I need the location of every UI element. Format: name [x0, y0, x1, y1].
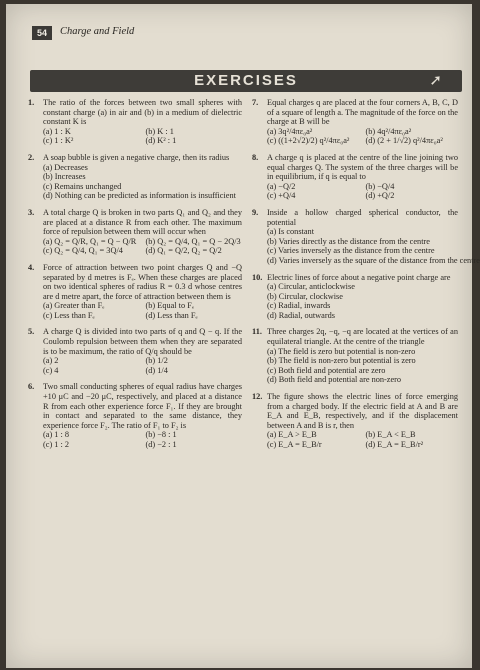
option-list	[267, 127, 458, 146]
answer-option: (a) Greater than Fₑ	[43, 301, 105, 311]
option-list	[267, 282, 458, 320]
question-item	[28, 382, 242, 449]
question-item	[252, 273, 458, 321]
answer-option: (b) Circular, clockwise	[267, 291, 343, 301]
option-list	[267, 430, 458, 449]
answer-option: (d) (2 + 1/√2) q²/4πε₀a²	[365, 136, 443, 146]
exercises-title: EXERCISES	[194, 72, 298, 89]
answer-option: (d) Varies inversely as the square of the distance from the centre	[267, 255, 480, 265]
answer-option: (c) E_A = E_B/r	[267, 440, 322, 449]
answer-option: (b) Equal to Fₑ	[145, 301, 194, 311]
option-list	[43, 163, 242, 201]
question-text: The ratio of the forces between two small spheres with constant charge (a) in air and (b) in a medium of dielectric constant K is	[43, 98, 242, 127]
question-item	[28, 327, 242, 375]
question-item	[28, 98, 242, 146]
answer-option: (d) Q₁ = Q/2, Q₂ = Q/2	[145, 246, 222, 256]
question-text: Force of attraction between two point charges Q and −Q separated by d metres is Fₑ. When these charges are placed on two identical spheres of radius R = 0.3 d whose centres are d metre apart, the force of attraction between them is	[43, 262, 242, 301]
answer-option: (c) +Q/4	[267, 191, 296, 201]
page-header	[32, 24, 452, 44]
answer-option: (d) 1/4	[145, 365, 168, 375]
answer-option: (b) −8 : 1	[145, 430, 177, 440]
question-text: Electric lines of force about a negative point charge are	[267, 272, 451, 282]
answer-option: (c) 1 : 2	[43, 440, 70, 449]
answer-option: (d) K² : 1	[145, 136, 177, 146]
question-text: A soap bubble is given a negative charge, then its radius	[43, 152, 230, 162]
answer-option: (b) Increases	[43, 172, 86, 182]
option-list	[43, 127, 242, 146]
question-number: 1.	[28, 98, 35, 107]
question-number: 5.	[28, 327, 35, 337]
answer-option: (d) −2 : 1	[145, 440, 177, 449]
question-text: A charge Q is divided into two parts of q and Q − q. If the Coulomb repulsion between them when they are separated is to be maximum, the ratio of Q/q should be	[43, 327, 242, 356]
answer-option: (a) Is constant	[267, 227, 314, 237]
question-number: 2.	[28, 152, 35, 162]
answer-option: (b) The field is non-zero but potential is zero	[267, 356, 416, 366]
answer-option: (a) Circular, anticlockwise	[267, 282, 355, 292]
question-text: Three charges 2q, −q, −q are located at the vertices of an equilateral triangle. At the centre of the triangle	[267, 327, 458, 347]
question-number: 6.	[28, 382, 35, 392]
answer-option: (b) E_A < E_B	[365, 430, 416, 440]
answer-option: (c) Remains unchanged	[43, 181, 122, 191]
exercises-banner	[30, 70, 462, 92]
answer-option: (a) 1 : 8	[43, 430, 70, 440]
answer-option: (c) Radial, inwards	[267, 301, 331, 311]
answer-option: (a) Decreases	[43, 162, 88, 172]
answer-option: (c) 1 : K²	[43, 136, 74, 146]
question-item	[252, 98, 458, 146]
question-item	[28, 208, 242, 256]
question-item	[252, 207, 480, 266]
answer-option: (b) Varies directly as the distance from the centre	[267, 236, 430, 246]
question-item	[252, 153, 458, 201]
answer-option: (a) E_A > E_B	[267, 430, 317, 440]
option-list	[267, 182, 458, 201]
question-text: Inside a hollow charged spherical conductor, the potential	[267, 207, 458, 227]
answer-option: (d) +Q/2	[365, 191, 395, 201]
question-item	[252, 392, 458, 450]
question-item	[252, 327, 458, 385]
answer-option: (a) −Q/2	[267, 181, 296, 191]
question-text: A charge q is placed at the centre of the line joining two equal charges Q. The system of the three charges will be in equilibrium, if q is equal to	[267, 152, 458, 182]
answer-option: (c) Both field and potential are zero	[267, 365, 386, 375]
answer-option: (c) ((1+2√2)/2) q²/4πε₀a²	[267, 136, 350, 146]
answer-option: (a) Q₂ = Q/R, Q₁ = Q − Q/R	[43, 236, 137, 246]
answer-option: (d) Nothing can be predicted as information is insufficient	[43, 191, 236, 201]
question-number: 8.	[252, 152, 259, 162]
pointer-arrow-icon: ➚	[429, 71, 442, 89]
question-number: 7.	[252, 98, 259, 107]
option-list	[43, 356, 242, 375]
answer-option: (d) Radial, outwards	[267, 310, 335, 320]
answer-option: (c) Q₂ = Q/4, Q₁ = 3Q/4	[43, 246, 123, 256]
answer-option: (b) 1/2	[145, 356, 168, 366]
question-text: Equal charges q are placed at the four corners A, B, C, D of a square of length a. The magnitude of the force on the charge at B will be	[267, 98, 458, 127]
answer-option: (c) Varies inversely as the distance from the centre	[267, 246, 435, 256]
answer-option: (a) 2	[43, 356, 59, 366]
answer-option: (b) 4q²/4πε₀a²	[365, 126, 412, 136]
question-number: 4.	[28, 262, 35, 272]
option-list	[267, 227, 480, 265]
chapter-title: Charge and Field	[60, 26, 135, 37]
answer-option: (d) Both field and potential are non-zero	[267, 375, 402, 385]
option-list	[267, 347, 458, 385]
option-list	[43, 430, 242, 449]
answer-option: (b) −Q/4	[365, 181, 395, 191]
answer-option: (c) 4	[43, 365, 59, 375]
question-number: 12.	[252, 392, 263, 402]
question-text: The figure shows the electric lines of force emerging from a charged body. If the electric field at A and B are E_A and E_B, respectively, and if the displacement between A and B is r, then	[267, 392, 458, 430]
answer-option: (a) The field is zero but potential is non-zero	[267, 346, 416, 356]
question-number: 9.	[252, 207, 259, 217]
option-list	[43, 237, 242, 256]
answer-option: (b) Q₂ = Q/4, Q₁ = Q − 2Q/3	[145, 236, 241, 246]
answer-option: (d) E_A = E_B/r²	[365, 440, 424, 449]
answer-option: (a) 1 : K	[43, 126, 71, 136]
question-item	[28, 153, 242, 201]
answer-option: (d) Less than Fₑ	[145, 310, 198, 320]
question-number: 3.	[28, 207, 35, 217]
question-number: 10.	[252, 272, 263, 282]
question-number: 11.	[252, 327, 262, 337]
answer-option: (b) K : 1	[145, 126, 174, 136]
question-text: Two small conducting spheres of equal radius have charges +10 μC and −20 μC, respectively, and placed at a distance R from each other experience force F₁. If they are brought in contact and separated to the same distance, they experience force F₂. The ratio of F₁ to F₂ is	[43, 382, 242, 430]
option-list	[43, 301, 242, 320]
answer-option: (c) Less than Fₑ	[43, 310, 95, 320]
textbook-page	[6, 4, 480, 668]
left-column	[28, 98, 242, 457]
page-number: 54	[32, 26, 52, 40]
answer-option: (a) 3q²/4πε₀a²	[267, 126, 313, 136]
right-column	[252, 98, 480, 457]
question-item	[28, 263, 242, 321]
question-text: A total charge Q is broken in two parts Q₁ and Q₂ and they are placed at a distance R from each other. The maximum force of repulsion between them will occur when	[43, 207, 242, 237]
